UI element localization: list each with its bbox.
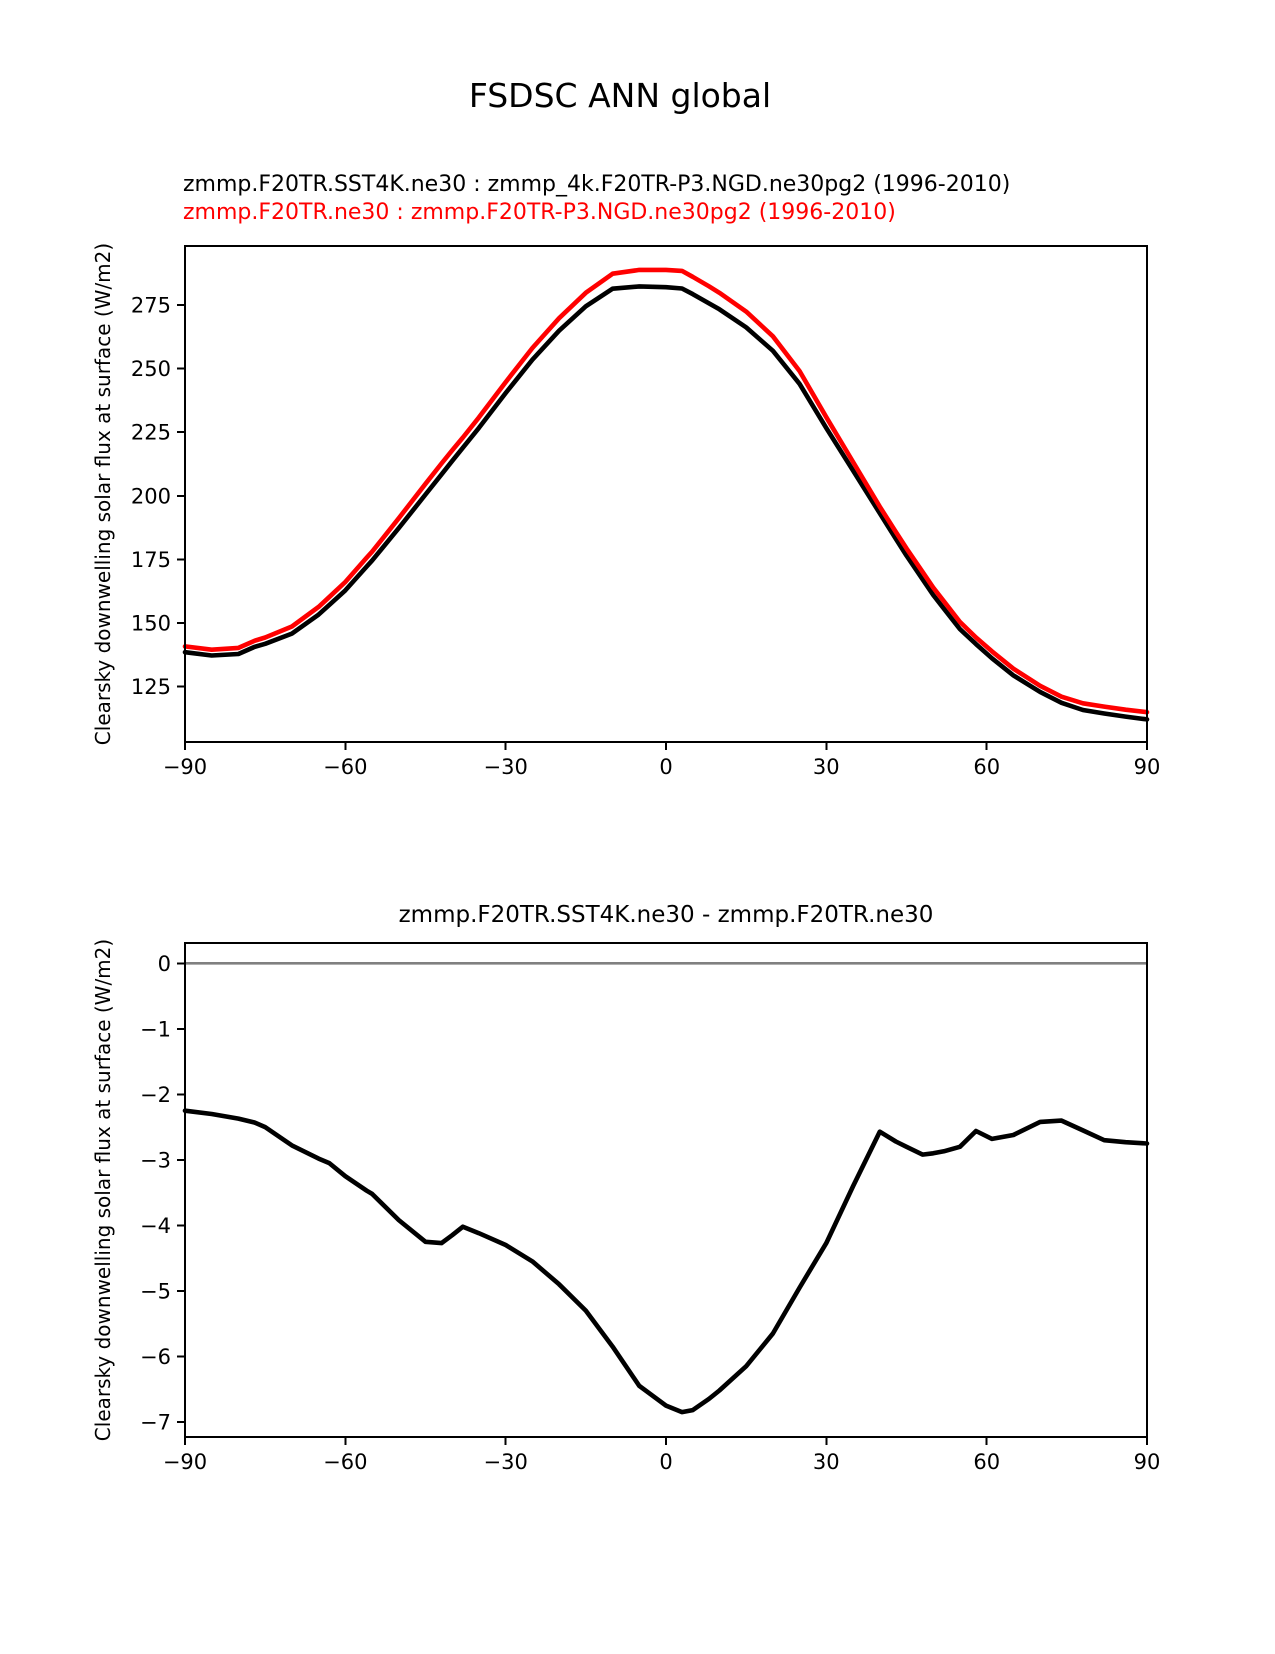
bottom-chart-ylabel: Clearsky downwelling solar flux at surface (W/m2) xyxy=(91,938,115,1442)
y-tick-label: 0 xyxy=(157,951,171,976)
y-tick-label: −6 xyxy=(140,1344,171,1369)
top-chart-subtitle-line2: zmmp.F20TR.ne30 : zmmp.F20TR-P3.NGD.ne30pg2 (1996-2010) xyxy=(183,200,896,225)
y-tick-label: 125 xyxy=(130,675,171,699)
y-tick-label: 250 xyxy=(130,357,171,382)
bottom-chart-title: zmmp.F20TR.SST4K.ne30 - zmmp.F20TR.ne30 xyxy=(398,902,934,928)
x-tick-label: 30 xyxy=(812,1450,840,1474)
x-tick-label: −60 xyxy=(323,755,368,779)
x-tick-label: −90 xyxy=(162,755,208,779)
top-chart-subtitle-line1: zmmp.F20TR.SST4K.ne30 : zmmp_4k.F20TR-P3.NGD.ne30pg2 (1996-2010) xyxy=(183,172,1011,197)
x-tick-label: 30 xyxy=(812,755,840,779)
y-tick-label: 150 xyxy=(130,611,171,636)
x-tick-label: 0 xyxy=(659,1450,673,1474)
y-tick-label: −4 xyxy=(140,1213,171,1238)
top-chart-ylabel: Clearsky downwelling solar flux at surface (W/m2) xyxy=(91,242,115,746)
x-tick-label: −60 xyxy=(323,1450,368,1474)
x-tick-label: −90 xyxy=(162,1450,208,1474)
x-tick-label: −30 xyxy=(483,755,528,779)
y-tick-label: 175 xyxy=(130,547,171,572)
y-tick-label: −5 xyxy=(140,1279,171,1304)
x-tick-label: 60 xyxy=(973,755,1001,779)
y-tick-label: −7 xyxy=(140,1410,171,1435)
x-tick-label: 60 xyxy=(973,1450,1001,1474)
figure-title: FSDSC ANN global xyxy=(468,76,772,115)
y-tick-label: −2 xyxy=(140,1082,171,1107)
x-tick-label: 90 xyxy=(1133,1450,1161,1474)
y-tick-label: 275 xyxy=(130,293,171,318)
y-tick-label: 200 xyxy=(130,484,171,509)
y-tick-label: −3 xyxy=(140,1148,171,1173)
x-tick-label: 90 xyxy=(1133,755,1161,779)
y-tick-label: 225 xyxy=(130,420,171,445)
x-tick-label: −30 xyxy=(483,1450,528,1474)
y-tick-label: −1 xyxy=(140,1017,171,1042)
x-tick-label: 0 xyxy=(659,755,673,779)
